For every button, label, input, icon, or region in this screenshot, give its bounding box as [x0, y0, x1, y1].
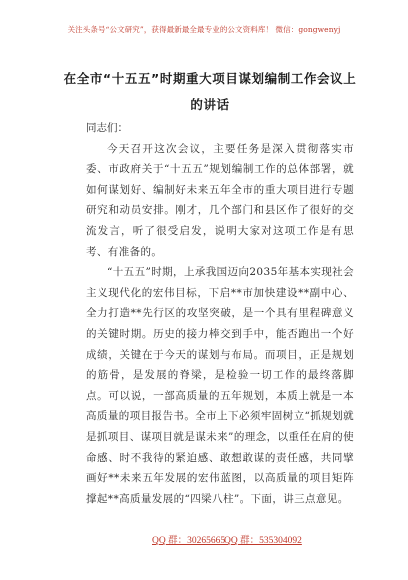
header-banner: 关注头条号“公文研究”，获得最新最全最专业的公文资料库！ 微信：gongwenyj [67, 25, 341, 34]
paragraph-2: “十五五”时期，上承我国迈向2035年基本实现社会主义现代化的宏伟目标，下启**市加快建设**副中心、全力打造**先行区的攻坚突破，是一个具有里程碑意义的关键时期。历史的接力棒交到手中，能否跑出一个好成绩，关键在于今天的谋划与布局。而项目，正是规划的筋骨，是发展的脊梁，是检验一切工作的最终落脚点。可以说，一部高质量的五年规划，本质上就是一本高质量的项目报告书。全市上下必须牢固树立“抓规划就是抓项目、谋项目就是谋未来”的理念，以重任在肩的使命感、时不我待的紧迫感、敢想敢谋的责任感，共同擘画好**未来五年发展的宏伟蓝图，以高质量的项目矩阵撑起**高质量发展的“四梁八柱”。下面，讲三点意见。 [86, 266, 354, 505]
salutation: 同志们： [86, 122, 128, 134]
qq-group-link-1[interactable]: QQ 群：30265665 [152, 536, 226, 546]
paragraph-1: 今天召开这次会议，主要任务是深入贯彻落实市委、市政府关于“十五五”规划编制工作的总体部署，就如何谋划好、编制好未来五年全市的重大项目进行专题研究和动员安排。刚才，几个部门和县区作了很好的交流发言，听了很受启发，说明大家对这项工作是有思考、有准备的。 [86, 142, 354, 258]
document-title: 在全市“十五五”时期重大项目谋划编制工作会议上的讲话 [63, 71, 357, 112]
document-body [86, 118, 354, 509]
qq-group-link-2[interactable]: QQ 群：535304092 [224, 536, 302, 546]
